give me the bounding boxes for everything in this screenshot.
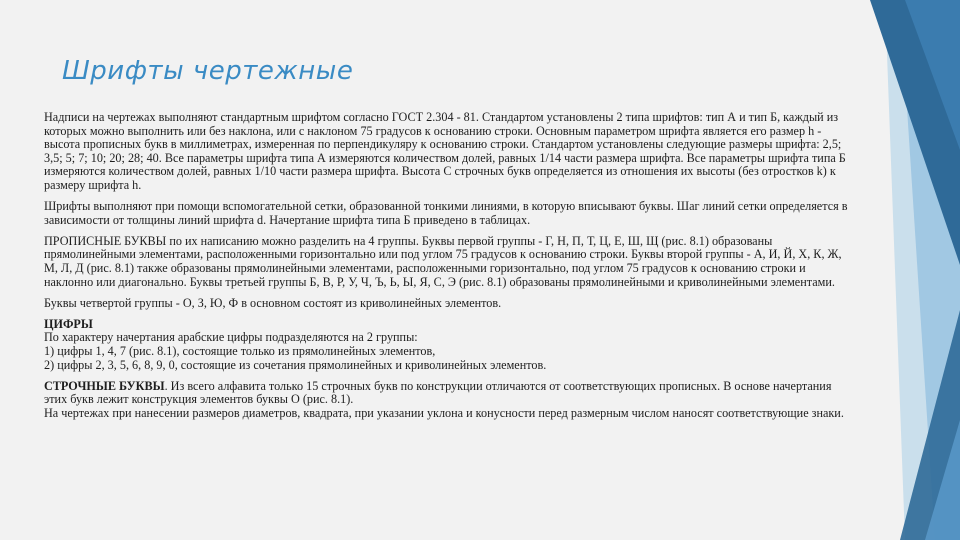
- slide-body: [44, 111, 854, 420]
- lowercase-section: [44, 380, 854, 421]
- paragraph-capitals: ПРОПИСНЫЕ БУКВЫ по их написанию можно разделить на 4 группы. Буквы первой группы - Г, Н, П, Т, Ц, Е, Ш, Щ (рис. 8.1) образованы прямолинейными элементами, расположенными горизонтально или под углом 75 градусов к основанию строки. Буквы второй группы - А, И, Й, Х, К, Ж, М, Л, Д (рис. 8.1) также образованы прямолинейными элементами, расположенными горизонтально, под углом 75 градусов к основанию строки и наклонно или диагонально. Буквы третьей группы Б, В, Р, У, Ч, Ъ, Ь, Ы, Я, С, Э (рис. 8.1) образованы прямолинейными и криволинейными элементами.: [44, 233, 842, 289]
- digits-group-1: 1) цифры 1, 4, 7 (рис. 8.1), состоящие только из прямолинейных элементов,: [44, 343, 436, 358]
- digits-group-2: 2) цифры 2, 3, 5, 6, 8, 9, 0, состоящие из сочетания прямолинейных и криволинейных элементов.: [44, 357, 547, 372]
- slide-title: Шрифты чертежные: [62, 56, 354, 86]
- dimension-signs-text: На чертежах при нанесении размеров диаметров, квадрата, при указании уклона и конусности перед размерным числом наносят соответствующие знаки.: [44, 405, 844, 420]
- lowercase-heading: СТРОЧНЫЕ БУКВЫ: [44, 378, 165, 393]
- digits-section: [44, 318, 854, 372]
- digits-heading: ЦИФРЫ: [44, 316, 93, 331]
- digits-intro: По характеру начертания арабские цифры подразделяются на 2 группы:: [44, 330, 418, 345]
- paragraph-fourth-group: Буквы четвертой группы - О, З, Ю, Ф в основном состоят из криволинейных элементов.: [44, 295, 502, 310]
- paragraph-gost: Надписи на чертежах выполняют стандартным шрифтом согласно ГОСТ 2.304 - 81. Стандартом установлены 2 типа шрифтов: тип А и тип Б, каждый из которых можно выполнить или без наклона, или с наклоном 75 градусов к основанию строки. Основным параметром шрифта является его размер h - высота прописных букв в миллиметрах, измеренная по перпендикуляру к основанию строки. Стандартом установлены следующие размеры шрифта: 2,5; 3,5; 5; 7; 10; 20; 28; 40. Все параметры шрифта типа А измеряются количеством долей, равных 1/14 части размера шрифта. Все параметры шрифта типа Б измеряются количеством долей, равных 1/10 части размера шрифта. Высота С строчных букв определяется из отношения их высоты (без отростков k) к размеру шрифта h.: [44, 110, 846, 192]
- lowercase-text: . Из всего алфавита только 15 строчных букв по конструкции отличаются от соответствующих прописных. В основе начертания этих букв лежит конструкция элементов буквы О (рис. 8.1).: [44, 378, 832, 407]
- paragraph-grid: Шрифты выполняют при помощи вспомогательной сетки, образованной тонкими линиями, в которую вписывают буквы. Шаг линий сетки определяется в зависимости от толщины линий шрифта d. Начертание шрифта типа Б приведено в таблицах.: [44, 199, 848, 227]
